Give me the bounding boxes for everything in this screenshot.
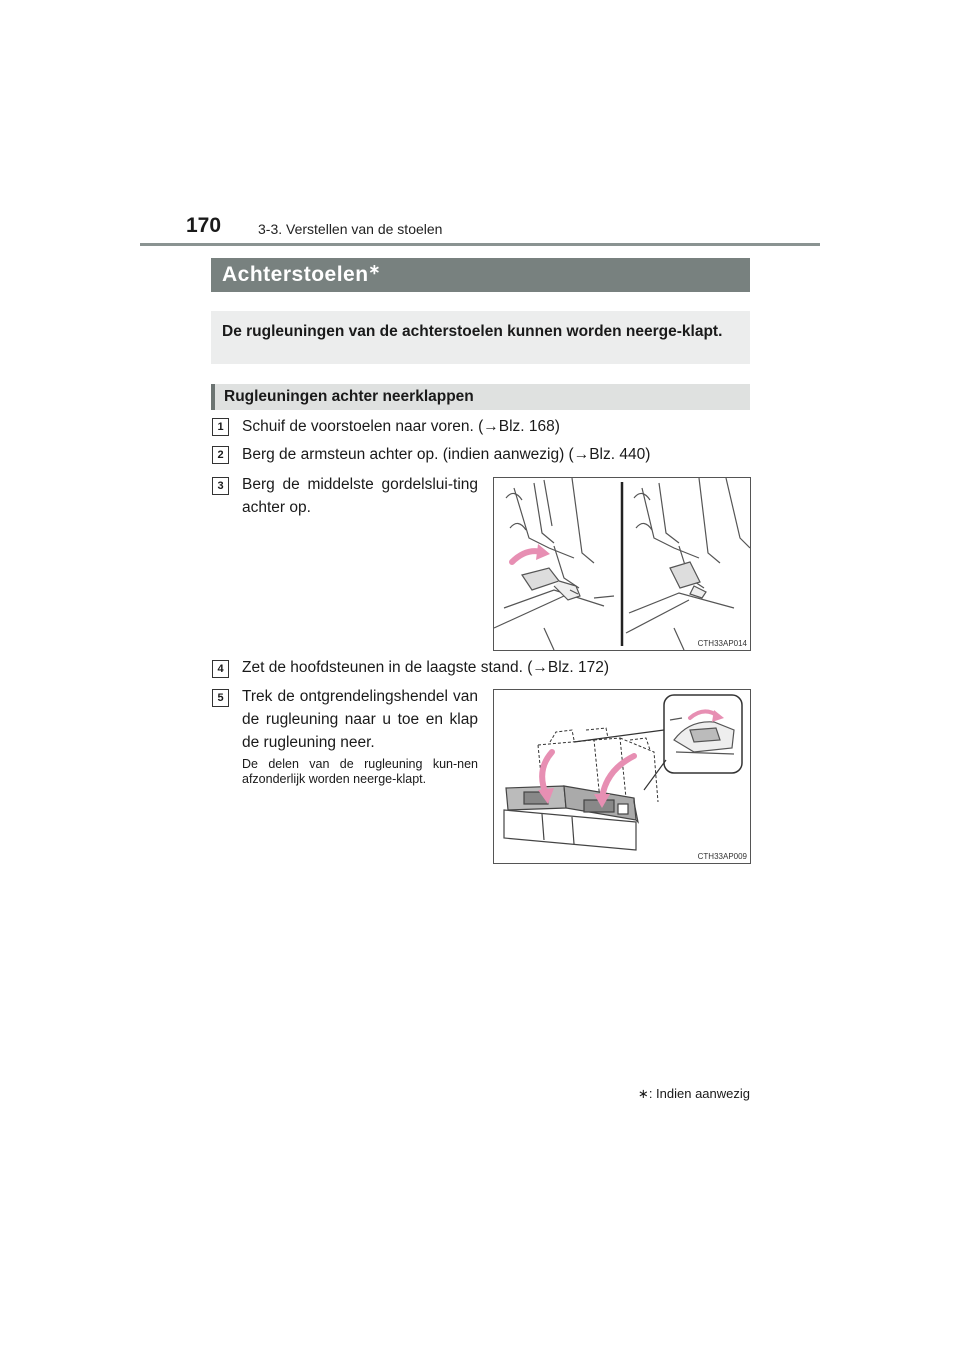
step-number-1: 1 — [212, 418, 229, 436]
step-text-5: Trek de ontgrendelingshendel van de rugleuning naar u toe en klap de rugleuning neer. — [242, 688, 478, 751]
figure-rear-seatback — [493, 689, 751, 864]
step-text-4: Zet de hoofdsteunen in de laagste stand. (→Blz. 172) — [242, 659, 610, 676]
header-rule — [140, 243, 820, 246]
page-number: 170 — [186, 214, 222, 237]
figure-code-1: CTH33AP014 — [697, 639, 747, 648]
footnote: ∗: Indien aanwezig — [637, 1086, 750, 1101]
footnote-mark: ∗ — [368, 261, 381, 277]
step-number-4: 4 — [212, 660, 229, 678]
page-title-text: Achterstoelen — [222, 263, 369, 286]
running-header: 3-3. Verstellen van de stoelen — [258, 221, 443, 237]
title-bar — [211, 258, 750, 292]
section-marker — [211, 384, 215, 410]
intro-box — [211, 311, 750, 364]
step-text-1: Schuif de voorstoelen naar voren. (→Blz. 168) — [242, 418, 560, 435]
figure-seatbelt-buckle — [493, 477, 751, 651]
seatback-illustration — [494, 690, 750, 863]
section-heading-bar — [211, 384, 750, 410]
step-number-3: 3 — [212, 477, 229, 495]
step-number-5: 5 — [212, 689, 229, 707]
figure-code-2: CTH33AP009 — [697, 852, 747, 861]
step-5-note: De delen van de rugleuning kun-nen afzonderlijk worden neerge-klapt. — [242, 757, 478, 786]
step-number-2: 2 — [212, 446, 229, 464]
step-text-2: Berg de armsteun achter op. (indien aanwezig) (→Blz. 440) — [242, 446, 651, 463]
page-title — [222, 263, 381, 287]
step-text-3: Berg de middelste gordelslui-ting achter op. — [242, 476, 478, 516]
seatbelt-illustration — [494, 478, 750, 650]
intro-text: De rugleuningen van de achterstoelen kunnen worden neerge-klapt. — [222, 323, 723, 340]
section-heading: Rugleuningen achter neerklappen — [224, 388, 474, 405]
